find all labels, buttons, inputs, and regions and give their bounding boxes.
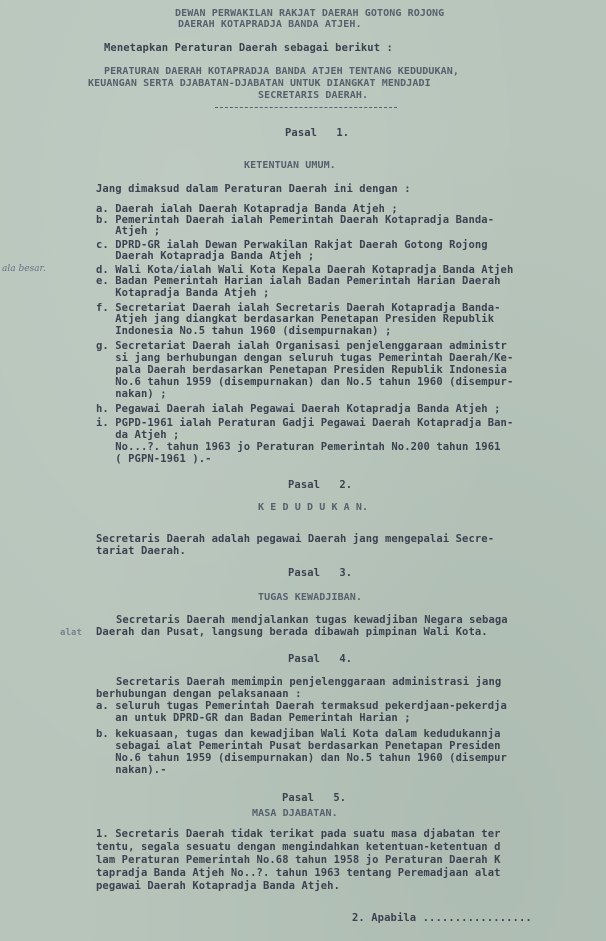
definition-line: c. DPRD-GR ialah Dewan Perwakilan Rakjat Daerah Gotong Rojong	[96, 239, 488, 251]
definition-line: nakan) ;	[96, 388, 167, 400]
pasal-3-line: Daerah dan Pusat, langsung berada dibawah pimpinan Wali Kota.	[96, 626, 488, 638]
pasal-4-line: b. kekuasaan, tugas dan kewadjiban Wali Kota dalam kedudukannja	[96, 728, 501, 740]
pasal-5-heading: Pasal 5.	[282, 792, 347, 804]
definition-line: Atjeh jang diangkat berdasarkan Penetapan Presiden Republik	[96, 313, 495, 325]
pasal-5-subheading: MASA DJABATAN.	[252, 808, 338, 819]
definition-line: No.6 tahun 1959 (disempurnakan) dan No.5 tahun 1960 (disempur-	[96, 376, 514, 388]
pasal-5-line: tentu, segala sesuatu dengan mengindahkan ketentuan-ketentuan d	[96, 841, 501, 853]
pasal-2-line: Secretaris Daerah adalah pegawai Daerah jang mengepalai Secre-	[96, 533, 495, 545]
definition-line: si jang berhubungan dengan seluruh tugas Pemerintah Daerah/Ke-	[96, 352, 514, 364]
pasal-5-line: 1. Secretaris Daerah tidak terikat pada suatu masa djabatan ter	[96, 828, 501, 840]
pasal-1-intro: Jang dimaksud dalam Peraturan Daerah ini dengan :	[96, 183, 411, 195]
definition-line: Daerah Kotapradja Banda Atjeh ;	[96, 250, 315, 262]
regulation-title-2: KEUANGAN SERTA DJABATAN-DJABATAN UNTUK DIANGKAT MENDJADI	[88, 78, 431, 89]
definition-line: i. PGPD-1961 ialah Peraturan Gadji Pegawai Daerah Kotapradja Ban-	[96, 417, 514, 429]
pasal-1-subheading: KETENTUAN UMUM.	[244, 160, 336, 171]
pasal-4-line: berhubungan dengan pelaksanaan :	[96, 688, 302, 700]
title-underline	[215, 107, 397, 108]
definition-line: Kotapradja Banda Atjeh ;	[96, 287, 270, 299]
pasal-2-heading: Pasal 2.	[288, 479, 353, 491]
pasal-4-line: nakan).-	[96, 764, 167, 776]
pasal-4-line: No.6 tahun 1959 (disempurnakan) dan No.5 tahun 1960 (disempur	[96, 752, 507, 764]
header-line-1: DEWAN PERWAKILAN RAKJAT DAERAH GOTONG ROJONG	[175, 8, 445, 19]
handwritten-margin-note: ala besar.	[2, 264, 46, 274]
pasal-5-line: tapradja Banda Atjeh No..?. tahun 1963 tentang Peremadjaan alat	[96, 867, 501, 879]
pasal-4-line: a. seluruh tugas Pemerintah Daerah termaksud pekerdjaan-pekerdja	[96, 700, 507, 712]
pasal-5-line: pegawai Daerah Kotapradja Banda Atjeh.	[96, 880, 341, 892]
regulation-title-3: SECRETARIS DAERAH.	[258, 90, 369, 101]
header-line-2: DAERAH KOTAPRADJA BANDA ATJEH.	[178, 19, 362, 30]
definition-line: Indonesia No.5 tahun 1960 (disempurnakan) ;	[96, 325, 392, 337]
definition-line: No...?. tahun 1963 jo Peraturan Pemerintah No.200 tahun 1961	[96, 441, 501, 453]
definition-line: Atjeh ;	[96, 225, 161, 237]
pasal-2-subheading: K E D U D U K A N.	[258, 502, 369, 513]
faded-margin-text: alat	[60, 628, 83, 638]
regulation-title-1: PERATURAN DAERAH KOTAPRADJA BANDA ATJEH TENTANG KEDUDUKAN,	[104, 66, 459, 77]
pasal-4-line: sebagai alat Pemerintah Pusat berdasarkan Penetapan Presiden	[96, 740, 501, 752]
pasal-1-heading: Pasal 1.	[285, 127, 350, 139]
pasal-4-heading: Pasal 4.	[288, 653, 353, 665]
pasal-3-line: Secretaris Daerah mendjalankan tugas kewadjiban Negara sebaga	[116, 614, 508, 626]
definition-line: d. Wali Kota/ialah Wali Kota Kepala Daerah Kotapradja Banda Atjeh	[96, 264, 514, 276]
definition-line: e. Badan Pemerintah Harian ialah Badan Pemerintah Harian Daerah	[96, 275, 501, 287]
definition-line: b. Pemerintah Daerah ialah Pemerintah Daerah Kotapradja Banda-	[96, 214, 495, 226]
definition-line: pala Daerah berdasarkan Penetapan Presiden Republik Indonesia	[96, 364, 507, 376]
continuation-text: 2. Apabila .................	[352, 912, 532, 924]
pasal-4-line: Secretaris Daerah memimpin penjelenggaraan administrasi jang	[116, 676, 502, 688]
pasal-5-line: lam Peraturan Pemerintah No.68 tahun 1958 jo Peraturan Daerah K	[96, 854, 501, 866]
definition-line: f. Secretariat Daerah ialah Secretaris Daerah Kotapradja Banda-	[96, 302, 501, 314]
pasal-3-subheading: TUGAS KEWADJIBAN.	[258, 592, 363, 603]
definition-line: h. Pegawai Daerah ialah Pegawai Daerah Kotapradja Banda Atjeh ;	[96, 403, 501, 415]
pasal-2-line: tariat Daerah.	[96, 545, 186, 557]
decree-statement: Menetapkan Peraturan Daerah sebagai berikut :	[104, 42, 393, 54]
definition-line: ( PGPN-1961 ).-	[96, 453, 212, 465]
definition-line: g. Secretariat Daerah ialah Organisasi penjelenggaraan administr	[96, 340, 507, 352]
pasal-4-line: an untuk DPRD-GR dan Badan Pemerintah Harian ;	[96, 712, 411, 724]
pasal-3-heading: Pasal 3.	[288, 567, 353, 579]
definition-line: a. Daerah ialah Daerah Kotapradja Banda Atjeh ;	[96, 203, 398, 215]
definition-line: da Atjeh ;	[96, 429, 180, 441]
